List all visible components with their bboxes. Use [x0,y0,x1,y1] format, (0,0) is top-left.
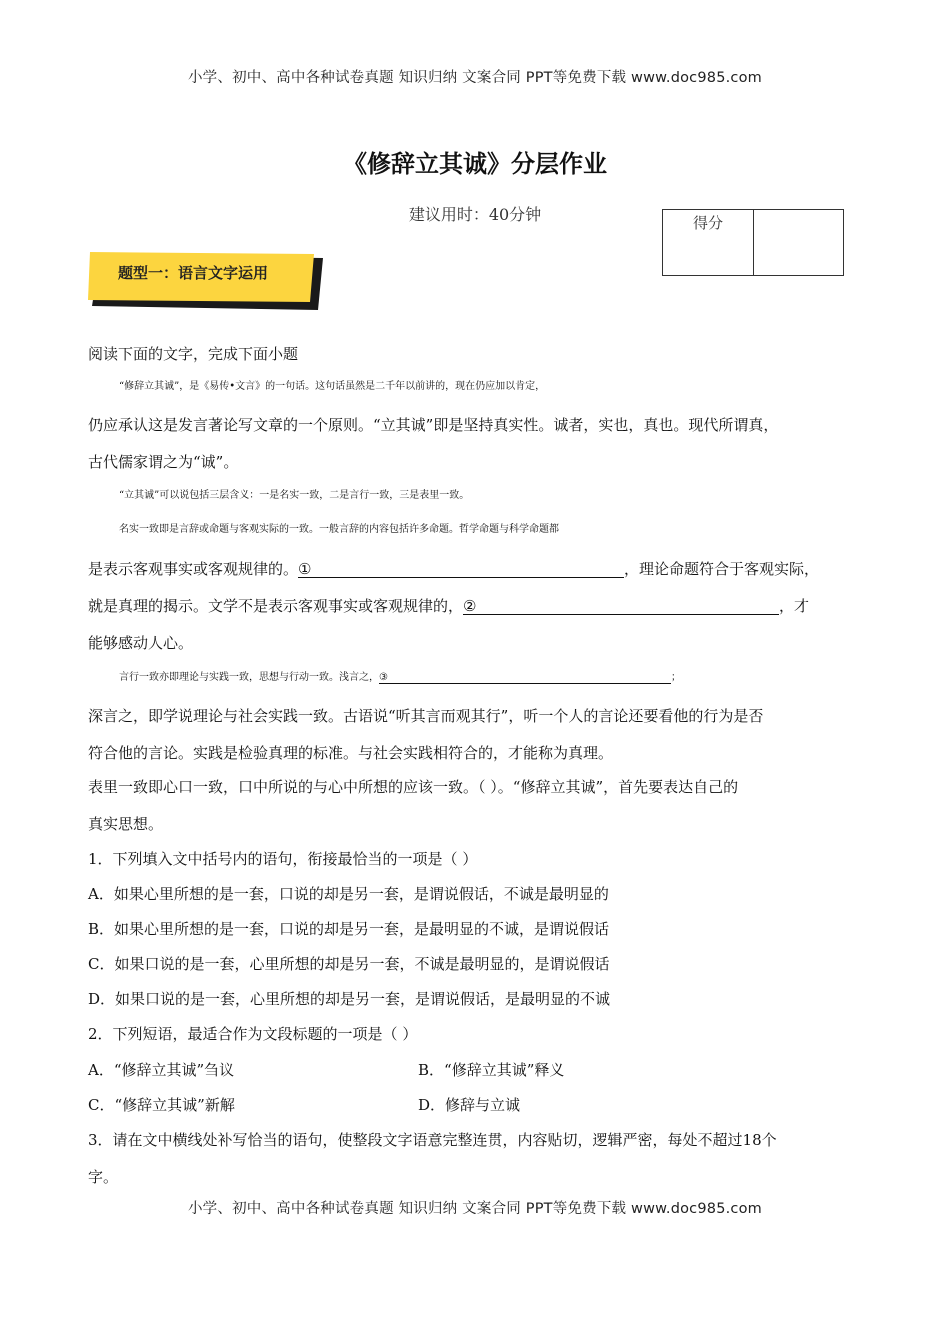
page-title: 《修辞立其诚》分层作业 [343,150,607,178]
question-3: 3．请在文中横线处补写恰当的语句，使整段文字语意完整连贯，内容贴切，逻辑严密，每处不超过18个 [88,1131,777,1149]
text-segment: ，才 [779,597,810,615]
q2-option-a[interactable]: A．“修辞立其诚”刍议 [88,1061,235,1079]
q2-option-c[interactable]: C．“修辞立其诚”新解 [88,1096,235,1114]
text-segment: ； [671,672,681,683]
blank-number: ③ [379,672,388,683]
q2-option-b[interactable]: B．“修辞立其诚”释义 [418,1061,565,1079]
answer-blank-1[interactable] [298,562,624,578]
passage-line: “修辞立其诚”，是《易传•文言》的一句话。这句话虽然是二千年以前讲的，现在仍应加以肯定， [119,381,546,392]
passage-line-with-blank-3 [119,668,899,684]
passage-line-with-blank-1 [88,558,868,579]
question-2: 2．下列短语，最适合作为文段标题的一项是（ ） [88,1025,418,1043]
blank-number: ① [298,560,312,578]
score-label: 得分 [693,214,724,232]
answer-blank-2[interactable] [463,599,779,615]
passage-line: 能够感动人心。 [88,634,194,652]
passage-line: 名实一致即是言辞或命题与客观实际的一致。一般言辞的内容包括许多命题。哲学命题与科学命题都 [119,524,559,535]
text-segment: 就是真理的揭示。文学不是表示客观事实或客观规律的， [88,597,464,615]
page-footer: 小学、初中、高中各种试卷真题 知识归纳 文案合同 PPT等免费下载 www.doc985.com [187,1201,763,1217]
q1-option-c[interactable]: C．如果口说的是一套，心里所想的却是另一套，不诚是最明显的，是谓说假话 [88,955,610,973]
q1-option-d[interactable]: D．如果口说的是一套，心里所想的却是另一套，是谓说假话，是最明显的不诚 [88,990,611,1008]
passage-line: 古代儒家谓之为“诚”。 [88,453,239,471]
score-box [662,209,844,276]
q1-option-b[interactable]: B．如果心里所想的是一套，口说的却是另一套，是最明显的不诚，是谓说假话 [88,920,610,938]
passage-line: 表里一致即心口一致，口中所说的与心中所想的应该一致。（ ）。“修辞立其诚”，首先要表达自己的 [88,778,739,796]
page-header: 小学、初中、高中各种试卷真题 知识归纳 文案合同 PPT等免费下载 www.doc985.com [187,70,763,86]
text-segment: 是表示客观事实或客观规律的。 [88,560,299,578]
section-title: 题型一：语言文字运用 [118,264,269,282]
answer-blank-3[interactable] [379,673,671,684]
passage-intro: 阅读下面的文字，完成下面小题 [88,345,299,363]
q2-option-d[interactable]: D．修辞与立诚 [418,1096,521,1114]
passage-line: 深言之，即学说理论与社会实践一致。古语说“听其言而观其行”，听一个人的言论还要看他的行为是否 [88,707,764,725]
passage-line: “立其诚”可以说包括三层含义：一是名实一致，二是言行一致，三是表里一致。 [119,490,470,501]
question-1: 1．下列填入文中括号内的语句，衔接最恰当的一项是（ ） [88,850,478,868]
text-segment: 言行一致亦即理论与实践一致，思想与行动一致。浅言之， [119,672,379,683]
suggested-time: 建议用时：40分钟 [408,205,542,224]
passage-line: 仍应承认这是发言著论写文章的一个原则。“立其诚”即是坚持真实性。诚者，实也，真也。现代所谓真， [88,416,779,434]
q1-option-a[interactable]: A．如果心里所想的是一套，口说的却是另一套，是谓说假话，不诚是最明显的 [88,885,609,903]
question-3-cont: 字。 [88,1168,119,1186]
blank-number: ② [463,597,477,615]
passage-line: 符合他的言论。实践是检验真理的标准。与社会实践相符合的，才能称为真理。 [88,744,614,762]
score-label-cell [663,210,754,275]
text-segment: ，理论命题符合于客观实际， [624,560,820,578]
passage-line: 真实思想。 [88,815,164,833]
passage-line-with-blank-2 [88,595,868,616]
